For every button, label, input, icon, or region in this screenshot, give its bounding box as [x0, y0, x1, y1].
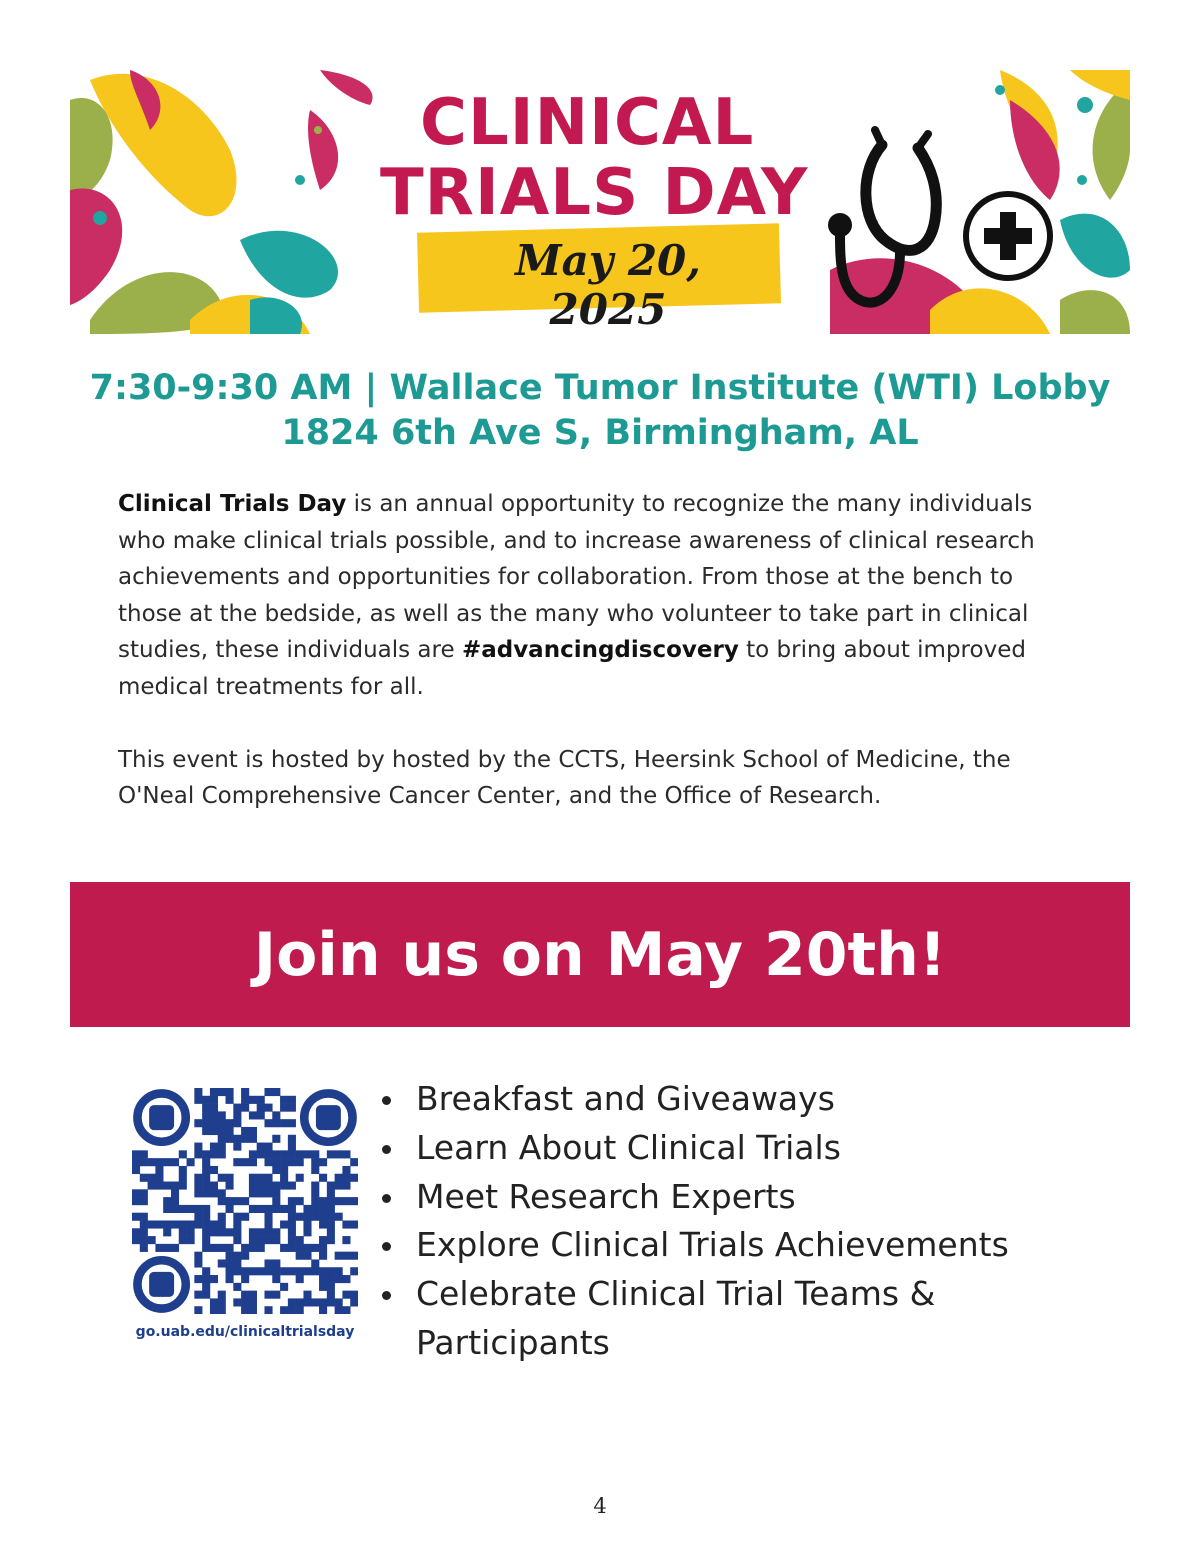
description-lead: Clinical Trials Day: [118, 491, 347, 517]
join-us-banner: [70, 882, 1130, 1027]
join-us-text: Join us on May 20th!: [253, 919, 947, 990]
qr-link[interactable]: go.uab.edu/clinicaltrialsday: [135, 1324, 355, 1340]
banner-title-line1: CLINICAL: [420, 86, 755, 160]
medical-plus-icon: [960, 188, 1056, 284]
description-text-b: to bring about improved medical treatments for all.: [118, 637, 1026, 700]
event-description: [118, 486, 1078, 815]
event-address: 1824 6th Ave S, Birmingham, AL: [281, 413, 919, 453]
description-paragraph-1: [118, 486, 1078, 706]
event-time-location: 7:30-9:30 AM | Wallace Tumor Institute (WTI) Lobby: [89, 368, 1111, 408]
banner-title-line2: TRIALS DAY: [380, 156, 809, 230]
list-item: Breakfast and Giveaways: [380, 1075, 1080, 1124]
list-item: Celebrate Clinical Trial Teams & Participants: [380, 1270, 1080, 1368]
event-date: May 20, 2025: [515, 236, 701, 334]
qr-code[interactable]: [132, 1088, 358, 1318]
qr-code-icon: [132, 1088, 358, 1314]
list-item: Learn About Clinical Trials: [380, 1124, 1080, 1173]
description-paragraph-2: This event is hosted by hosted by the CCTS, Heersink School of Medicine, the O'Neal Comprehensive Cancer Center, and the Office of Research.: [118, 746, 1011, 810]
hashtag: #advancingdiscovery: [461, 637, 739, 664]
list-item: Meet Research Experts: [380, 1173, 1080, 1222]
description-text-a: is an annual opportunity to recognize the many individuals who make clinical trials possible, and to increase awareness of clinical research achievements and opportunities for collaboration. From those at the bench to those at the bedside, as well as the many who volunteer to take part in clinical studies, these individuals are: [118, 491, 1035, 664]
page-number: 4: [593, 1494, 607, 1518]
event-banner: [70, 70, 1130, 334]
list-item: Explore Clinical Trials Achievements: [380, 1221, 1080, 1270]
activities-list: [380, 1075, 1080, 1368]
event-details: [70, 366, 1130, 456]
